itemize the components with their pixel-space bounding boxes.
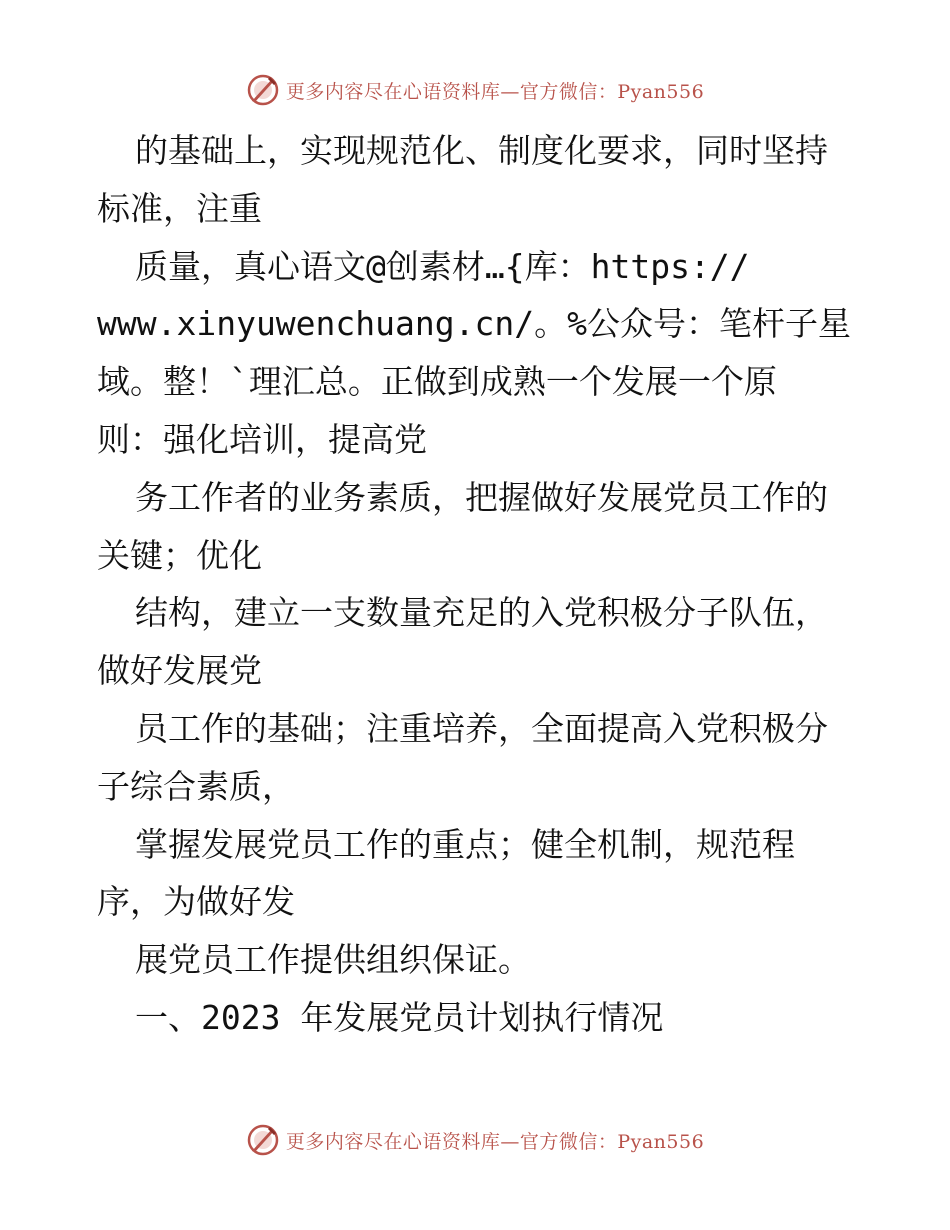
- header-watermark: [0, 70, 950, 110]
- footer-watermark: [0, 1120, 950, 1160]
- text-line: 一、2023 年发展党员计划执行情况: [135, 997, 664, 1037]
- text-line: 则：强化培训，提高党: [97, 419, 427, 459]
- text-line: www.xinyuwenchuang.cn/。%公众号：笔杆子星: [97, 304, 851, 344]
- text-line: 掌握发展党员工作的重点；健全机制，规范程: [135, 824, 795, 864]
- text-line: 质量，真心语文@创素材…{库：https://: [135, 246, 750, 286]
- text-line: 关键；优化: [97, 535, 262, 575]
- text-line: 务工作者的业务素质，把握做好发展党员工作的: [135, 477, 828, 517]
- text-line: 展党员工作提供组织保证。: [135, 940, 531, 980]
- text-line: 做好发展党: [97, 651, 262, 691]
- text-line: 的基础上，实现规范化、制度化要求，同时坚持: [135, 131, 828, 170]
- text-line: 结构，建立一支数量充足的入党积极分子队伍，: [135, 593, 828, 633]
- quill-seal-icon: [246, 1123, 280, 1157]
- text-line: 域。整！`理汇总。正做到成熟一个发展一个原: [97, 362, 777, 402]
- watermark-text: 更多内容尽在心语资料库—官方微信：Pyan556: [285, 1130, 705, 1153]
- text-line: 子综合素质，: [97, 766, 295, 806]
- document-body: [97, 122, 857, 1047]
- text-line: 序，为做好发: [97, 882, 295, 922]
- watermark-text: 更多内容尽在心语资料库—官方微信：Pyan556: [285, 80, 705, 103]
- text-line: 标准，注重: [97, 188, 262, 228]
- text-line: 员工作的基础；注重培养，全面提高入党积极分: [135, 708, 828, 748]
- quill-seal-icon: [246, 73, 280, 107]
